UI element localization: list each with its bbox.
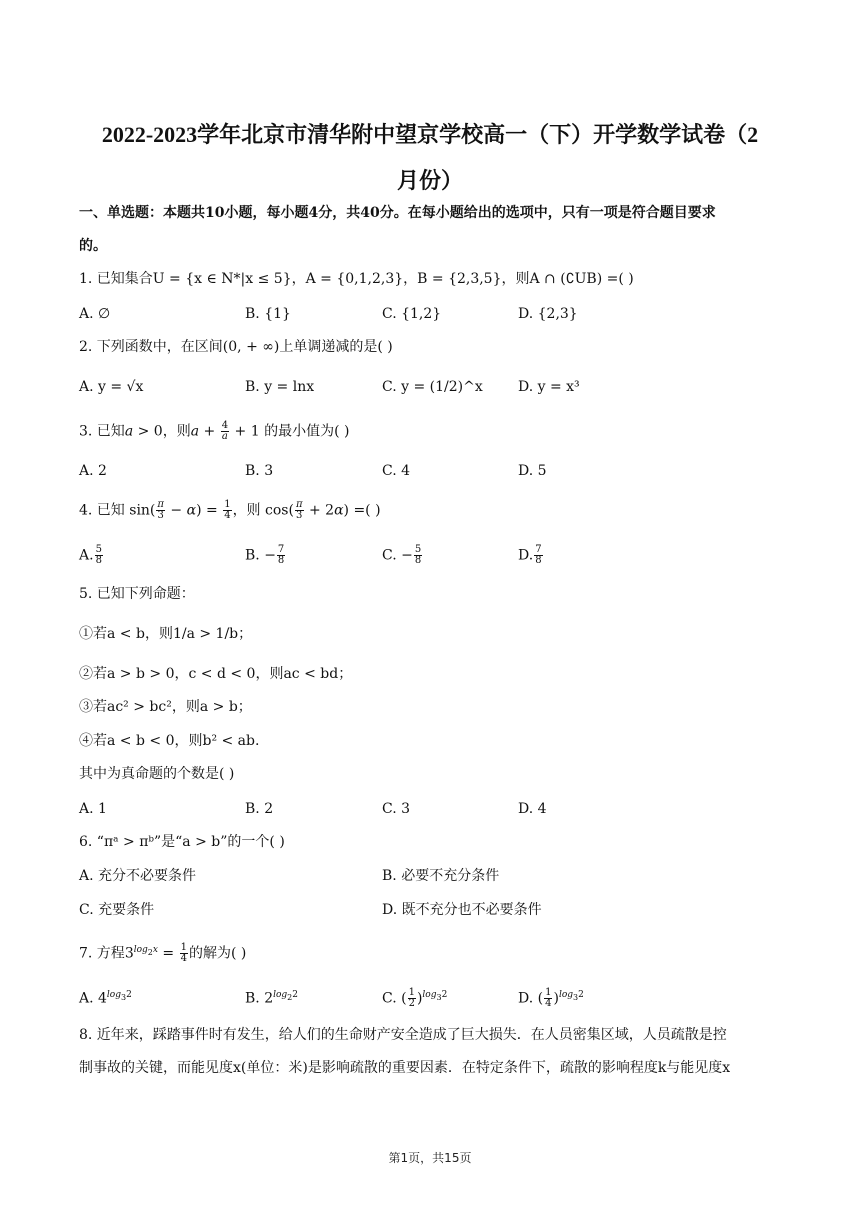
q2-option-a: A. y = √x <box>79 379 144 395</box>
q1-stem: 1. 已知集合U = {x ∈ N*|x ≤ 5}，A = {0,1,2,3}，B = {2,3,5}，则A ∩ (∁UB) =( ) <box>79 271 634 287</box>
q7-stem-post: 的解为( ) <box>188 945 247 962</box>
q4-stem-post: ) =( ) <box>343 502 381 519</box>
q4-option-d: D. $\frac{7}{8}$ <box>518 544 542 566</box>
q6-option-c: C. 充要条件 <box>79 902 155 918</box>
q6-option-a: A. 充分不必要条件 <box>79 868 197 884</box>
q4-option-b: B. − $\frac{7}{8}$ <box>245 544 285 566</box>
q3-stem-post: 的最小值为( ) <box>264 423 350 440</box>
q5-prop-1: ①若a < b，则1/a > 1/b； <box>79 626 253 642</box>
page-footer: 第1页，共15页 <box>388 1151 472 1165</box>
q7-option-c: C. ( $\frac{1}{2}$ )$^{log_32}$ <box>382 987 448 1010</box>
q3-option-c: C. 4 <box>382 463 411 479</box>
q3-stem: 3. 已知a > 0，则a + $\frac{4}{a}$ + 1 的最小值为( ) <box>79 420 350 442</box>
q5-ask: 其中为真命题的个数是( ) <box>79 766 235 782</box>
q8-line-2: 制事故的关键，而能见度x(单位：米)是影响疏散的重要因素．在特定条件下，疏散的影响程度k与能见度x <box>79 1060 731 1076</box>
q4-option-a: A. $\frac{5}{8}$ <box>79 544 102 566</box>
q7-stem-pre: 7. 方程 <box>79 945 125 962</box>
q4-stem: 4. 已知 sin( $\frac{\pi}{3}$ − α) = $\frac{1}{4}$ ，则 cos( $\frac{\pi}{3}$ + 2α) =( ) <box>79 499 381 521</box>
q5-option-a: A. 1 <box>79 801 107 817</box>
q2-option-b: B. y = lnx <box>245 379 315 395</box>
q7-stem: 7. 方程$3^{log_2x}$ = $\frac{1}{4}$ 的解为( ) <box>79 942 247 965</box>
q3-fraction: $\frac{4}{a}$ <box>221 420 229 442</box>
q3-option-a: A. 2 <box>79 463 107 479</box>
q5-prop-4: ④若a < b < 0，则b² < ab. <box>79 733 260 749</box>
q3-option-b: B. 3 <box>245 463 274 479</box>
q5-option-c: C. 3 <box>382 801 411 817</box>
q1-option-d: D. {2,3} <box>518 306 578 322</box>
q3-option-d: D. 5 <box>518 463 547 479</box>
q5-prop-3: ③若ac² > bc²，则a > b； <box>79 699 252 715</box>
section-heading-line-1: 一、单选题：本题共10小题，每小题4分，共40分。在每小题给出的选项中，只有一项是符合题目要求 <box>79 205 716 221</box>
page-title <box>70 112 790 204</box>
q1-option-c: C. {1,2} <box>382 306 442 322</box>
q3-stem-pre: 3. 已知 <box>79 423 125 440</box>
q2-option-d: D. y = x³ <box>518 379 580 395</box>
q6-option-d: D. 既不充分也不必要条件 <box>382 902 542 918</box>
q4-option-c: C. − $\frac{5}{8}$ <box>382 544 422 566</box>
q7-option-b: B. $2^{log_22}$ <box>245 990 298 1007</box>
q4-stem-pre: 4. 已知 sin( <box>79 502 156 519</box>
q5-option-b: B. 2 <box>245 801 274 817</box>
q6-option-b: B. 必要不充分条件 <box>382 868 500 884</box>
q5-prop-2: ②若a > b > 0，c < d < 0，则ac < bd； <box>79 666 353 682</box>
q2-stem: 2. 下列函数中，在区间(0, + ∞)上单调递减的是( ) <box>79 339 393 355</box>
q7-option-d: D. ( $\frac{1}{4}$ )$^{log_32}$ <box>518 987 584 1010</box>
q1-option-a: A. ∅ <box>79 306 111 322</box>
q5-option-d: D. 4 <box>518 801 547 817</box>
q7-option-a: A. $4^{log_32}$ <box>79 990 132 1007</box>
q2-option-c: C. y = (1/2)^x <box>382 379 483 395</box>
title-line-2: 月份） <box>396 168 463 193</box>
section-heading-line-2: 的。 <box>79 238 107 254</box>
q1-option-b: B. {1} <box>245 306 291 322</box>
q5-stem: 5. 已知下列命题： <box>79 586 195 602</box>
title-line-1: 2022-2023学年北京市清华附中望京学校高一（下）开学数学试卷（2 <box>101 122 759 147</box>
q8-line-1: 8. 近年来，踩踏事件时有发生，给人们的生命财产安全造成了巨大损失．在人员密集区域，人员疏散是控 <box>79 1027 727 1043</box>
q6-stem: 6. “πᵃ > πᵇ”是“a > b”的一个( ) <box>79 834 285 850</box>
